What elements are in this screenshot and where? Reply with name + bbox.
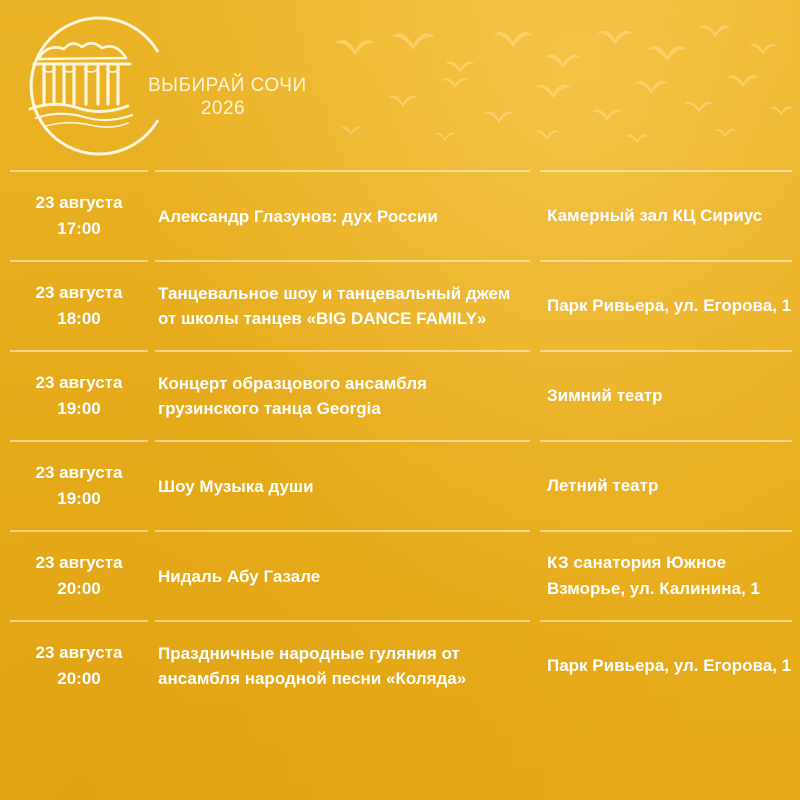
event-venue [547, 532, 797, 620]
seagull-icon [445, 62, 475, 73]
event-title [158, 352, 530, 440]
event-venue-text: КЗ санатория Южное Взморье, ул. Калинина, 1 [547, 553, 760, 598]
event-datetime [10, 442, 148, 530]
seagull-icon [434, 133, 456, 141]
seagulls-icon [285, 18, 800, 153]
event-venue-text: Парк Ривьера, ул. Егорова, 1 [547, 296, 792, 315]
event-title [158, 262, 530, 350]
event-title-text: Концерт образцового ансамбля грузинского танца Georgia [158, 374, 427, 418]
seagull-icon [335, 40, 375, 55]
event-venue-text: Зимний театр [547, 386, 663, 405]
seagull-icon [391, 33, 435, 49]
seagull-icon [534, 130, 560, 140]
event-venue-text: Камерный зал КЦ Сириус [547, 206, 763, 225]
seagull-icon [714, 129, 736, 137]
event-venue-text: Парк Ривьера, ул. Егорова, 1 [547, 656, 792, 675]
event-time: 18:00 [57, 309, 101, 328]
event-venue-text: Летний театр [547, 476, 659, 495]
event-venue [547, 172, 797, 260]
event-row [0, 620, 800, 710]
event-row [0, 530, 800, 620]
seagull-icon [493, 32, 533, 47]
brand-year: 2026 [200, 98, 246, 119]
event-datetime [10, 262, 148, 350]
event-title-text: Нидаль Абу Газале [158, 566, 321, 586]
event-title [158, 532, 530, 620]
seagull-icon [388, 96, 418, 107]
event-row [0, 170, 800, 260]
event-venue [547, 622, 797, 710]
event-row [0, 260, 800, 350]
seagull-icon [634, 81, 668, 94]
seagull-icon [597, 31, 633, 44]
event-time: 17:00 [57, 219, 101, 238]
event-title [158, 172, 530, 260]
seagull-icon [340, 127, 362, 135]
event-title-text: Праздничные народные гуляния от ансамбля народной песни «Коляда» [158, 644, 467, 688]
event-venue [547, 352, 797, 440]
event-title-text: Александр Глазунов: дух России [158, 206, 438, 226]
event-date: 23 августа [35, 373, 123, 392]
seagull-icon [625, 134, 649, 143]
seagull-icon [484, 112, 514, 123]
event-datetime [10, 352, 148, 440]
event-title-text: Шоу Музыка души [158, 476, 314, 496]
event-datetime [10, 622, 148, 710]
event-datetime [10, 172, 148, 260]
event-time: 20:00 [57, 669, 101, 688]
seagull-icon [749, 44, 777, 54]
seagull-icon [442, 78, 468, 88]
event-date: 23 августа [35, 553, 123, 572]
event-title [158, 442, 530, 530]
brand-title: ВЫБИРАЙ СОЧИ [148, 75, 307, 96]
event-row [0, 440, 800, 530]
event-date: 23 августа [35, 193, 123, 212]
event-schedule [0, 170, 800, 710]
seagull-icon [647, 46, 687, 61]
event-date: 23 августа [35, 283, 123, 302]
seagull-icon [684, 102, 714, 113]
event-title-text: Танцевальное шоу и танцевальный джем от школы танцев «BIG DANCE FAMILY» [158, 284, 511, 328]
seagull-icon [535, 85, 571, 98]
event-date: 23 августа [35, 643, 123, 662]
seagull-icon [769, 106, 793, 115]
seagull-icon [592, 110, 622, 121]
event-row [0, 350, 800, 440]
event-title [158, 622, 530, 710]
event-date: 23 августа [35, 463, 123, 482]
event-datetime [10, 532, 148, 620]
seagull-icon [699, 25, 731, 37]
event-time: 20:00 [57, 579, 101, 598]
brand-wordmark [148, 74, 307, 120]
event-venue [547, 442, 797, 530]
event-time: 19:00 [57, 489, 101, 508]
seagull-icon [545, 55, 581, 68]
event-venue [547, 262, 797, 350]
event-time: 19:00 [57, 399, 101, 418]
seagull-icon [727, 75, 759, 87]
colonnade-logo-icon [12, 12, 162, 157]
